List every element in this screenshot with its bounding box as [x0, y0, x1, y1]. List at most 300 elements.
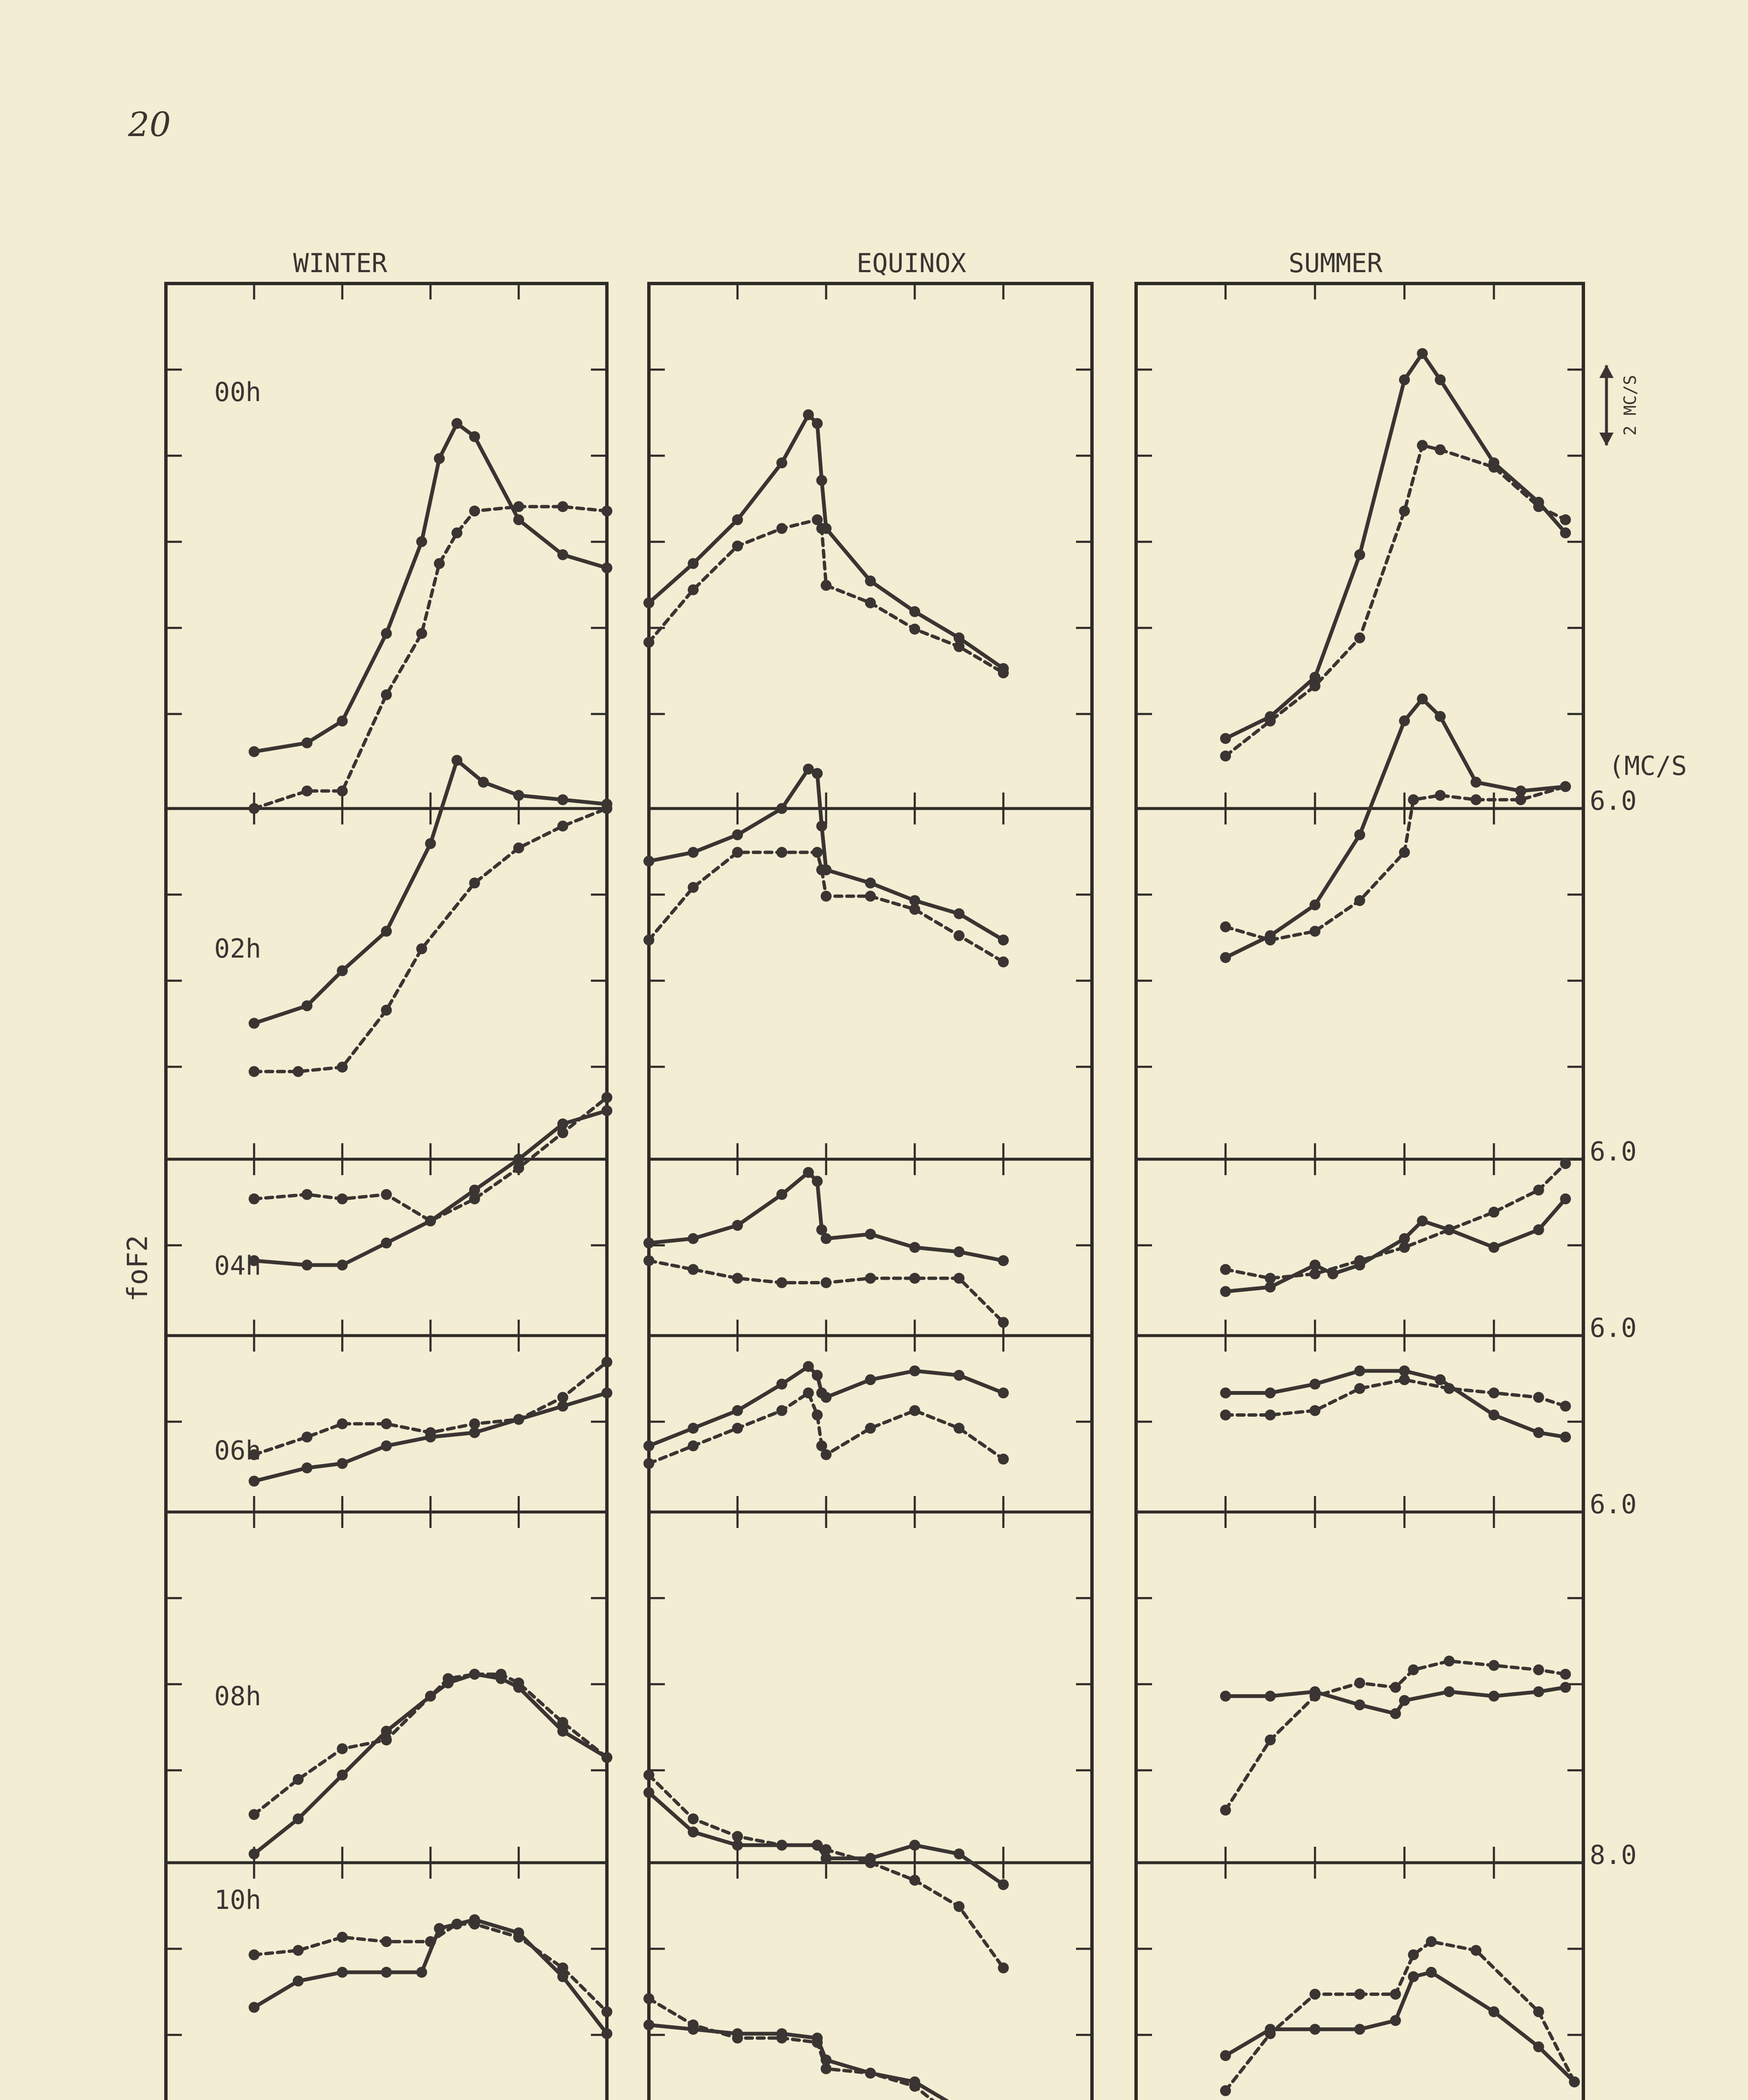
data-point-disturbed: [302, 1189, 312, 1200]
data-point-quiet: [302, 1000, 312, 1011]
data-point-quiet: [688, 558, 699, 569]
data-point-quiet: [1310, 2024, 1320, 2035]
data-point-quiet: [821, 1233, 832, 1244]
data-point-quiet: [643, 1787, 654, 1798]
data-point-disturbed: [812, 2037, 823, 2048]
data-point-disturbed: [249, 1949, 260, 1960]
series-quiet-equinox-00h: [649, 415, 1003, 669]
series-disturbed-summer-04h: [1226, 1164, 1565, 1278]
data-point-disturbed: [643, 637, 654, 648]
data-point-disturbed: [1390, 1682, 1401, 1693]
series-disturbed-summer-10h: [1226, 1942, 1575, 2091]
data-point-quiet: [954, 1247, 965, 1257]
data-point-disturbed: [821, 2063, 832, 2074]
data-point-disturbed: [1533, 1664, 1544, 1675]
data-point-disturbed: [1560, 1669, 1571, 1680]
data-point-disturbed: [643, 1255, 654, 1266]
data-point-quiet: [557, 794, 568, 805]
data-point-disturbed: [1488, 1388, 1499, 1399]
data-point-quiet: [1354, 1365, 1365, 1376]
data-point-disturbed: [513, 1932, 524, 1942]
data-point-disturbed: [865, 597, 876, 608]
row-label-04h: 04h: [214, 1250, 261, 1281]
data-point-quiet: [812, 768, 823, 779]
data-point-disturbed: [601, 2006, 612, 2017]
data-point-quiet: [777, 457, 787, 468]
data-point-quiet: [249, 1018, 260, 1029]
data-point-quiet: [1533, 1686, 1544, 1697]
data-point-quiet: [1354, 2024, 1365, 2035]
data-point-disturbed: [777, 2033, 787, 2044]
data-point-disturbed: [1354, 633, 1365, 643]
row-label-00h: 00h: [214, 377, 261, 407]
data-point-disturbed: [998, 1963, 1009, 1974]
data-point-disturbed: [601, 1752, 612, 1763]
data-point-disturbed: [732, 1273, 743, 1284]
data-point-disturbed: [557, 1127, 568, 1138]
data-point-disturbed: [954, 1423, 965, 1434]
data-point-disturbed: [1310, 1268, 1320, 1279]
data-point-disturbed: [643, 1769, 654, 1780]
data-point-disturbed: [381, 1005, 392, 1016]
data-point-quiet: [865, 877, 876, 888]
data-point-quiet: [1354, 1699, 1365, 1710]
data-point-quiet: [643, 1441, 654, 1452]
data-point-quiet: [249, 1848, 260, 1859]
data-point-disturbed: [821, 891, 832, 902]
data-point-disturbed: [1444, 1656, 1455, 1667]
data-point-quiet: [732, 1220, 743, 1231]
data-point-quiet: [1435, 374, 1446, 385]
data-point-disturbed: [601, 803, 612, 814]
data-point-quiet: [293, 1976, 304, 1987]
data-point-disturbed: [302, 785, 312, 796]
data-point-disturbed: [381, 689, 392, 700]
data-point-disturbed: [777, 523, 787, 534]
data-point-disturbed: [1354, 1989, 1365, 2000]
data-point-quiet: [601, 562, 612, 573]
page-number: 20: [128, 105, 171, 144]
data-point-disturbed: [777, 847, 787, 858]
data-point-quiet: [1435, 1374, 1446, 1385]
data-point-disturbed: [337, 1743, 348, 1754]
y-axis-label: foF2: [121, 1235, 154, 1302]
data-point-disturbed: [821, 1844, 832, 1855]
data-point-disturbed: [688, 584, 699, 595]
data-point-quiet: [513, 514, 524, 525]
data-point-quiet: [1533, 2041, 1544, 2052]
data-point-disturbed: [1310, 926, 1320, 937]
data-point-disturbed: [416, 943, 427, 954]
data-point-quiet: [998, 934, 1009, 945]
data-point-disturbed: [1560, 1158, 1571, 1169]
data-point-disturbed: [865, 1273, 876, 1284]
data-point-quiet: [416, 536, 427, 547]
data-point-quiet: [865, 1374, 876, 1385]
data-point-disturbed: [812, 847, 823, 858]
data-point-quiet: [1354, 830, 1365, 840]
data-point-disturbed: [688, 1264, 699, 1275]
data-point-quiet: [1560, 1432, 1571, 1443]
data-point-quiet: [1560, 528, 1571, 538]
data-point-quiet: [381, 1441, 392, 1452]
data-point-quiet: [1220, 1388, 1231, 1399]
data-point-quiet: [416, 1967, 427, 1978]
data-point-quiet: [1488, 1410, 1499, 1420]
series-disturbed-equinox-04h: [649, 1261, 1003, 1323]
data-point-quiet: [381, 1238, 392, 1249]
data-point-quiet: [434, 1923, 445, 1934]
data-point-disturbed: [496, 1669, 507, 1680]
data-point-quiet: [816, 821, 827, 832]
data-point-disturbed: [469, 506, 480, 517]
data-point-disturbed: [1426, 1936, 1437, 1947]
data-point-disturbed: [601, 1092, 612, 1103]
data-point-quiet: [643, 1238, 654, 1249]
data-point-disturbed: [1408, 1949, 1419, 1960]
data-point-quiet: [1488, 1690, 1499, 1701]
data-point-disturbed: [249, 1809, 260, 1820]
data-point-quiet: [1417, 348, 1428, 359]
data-point-disturbed: [865, 1423, 876, 1434]
data-point-disturbed: [451, 1919, 462, 1929]
data-point-disturbed: [1265, 934, 1276, 945]
data-point-quiet: [381, 628, 392, 639]
data-point-quiet: [909, 1840, 920, 1851]
data-point-disturbed: [643, 934, 654, 945]
data-point-quiet: [451, 418, 462, 429]
data-point-quiet: [998, 1879, 1009, 1890]
data-point-disturbed: [1515, 794, 1526, 805]
data-point-quiet: [1399, 715, 1410, 726]
data-point-disturbed: [1310, 1989, 1320, 2000]
data-point-disturbed: [1265, 716, 1276, 727]
series-quiet-summer-02h: [1226, 699, 1565, 958]
data-point-disturbed: [249, 1194, 260, 1205]
data-point-disturbed: [1265, 1273, 1276, 1284]
data-point-quiet: [1435, 711, 1446, 722]
data-point-quiet: [557, 549, 568, 560]
data-point-disturbed: [1444, 1383, 1455, 1394]
data-point-disturbed: [1354, 895, 1365, 906]
data-point-quiet: [337, 965, 348, 976]
data-point-disturbed: [416, 628, 427, 639]
data-point-disturbed: [513, 1677, 524, 1688]
data-point-disturbed: [732, 1831, 743, 1842]
data-point-disturbed: [688, 1814, 699, 1824]
data-point-quiet: [425, 838, 436, 849]
data-point-disturbed: [777, 1840, 787, 1851]
data-point-disturbed: [821, 1449, 832, 1460]
data-point-disturbed: [1408, 794, 1419, 805]
data-point-quiet: [601, 1388, 612, 1399]
data-point-disturbed: [451, 528, 462, 538]
data-point-disturbed: [643, 1993, 654, 2004]
data-point-quiet: [451, 755, 462, 766]
data-point-disturbed: [777, 1277, 787, 1288]
data-point-disturbed: [469, 877, 480, 888]
data-point-quiet: [688, 1233, 699, 1244]
data-point-quiet: [777, 803, 787, 814]
data-point-quiet: [337, 1769, 348, 1780]
data-point-quiet: [1444, 1686, 1455, 1697]
series-quiet-winter-04h: [254, 1111, 607, 1265]
data-point-quiet: [1220, 733, 1231, 744]
data-point-quiet: [816, 475, 827, 486]
data-point-disturbed: [1435, 790, 1446, 801]
data-point-disturbed: [732, 1423, 743, 1434]
data-point-quiet: [812, 1176, 823, 1187]
data-point-disturbed: [557, 1392, 568, 1403]
data-point-quiet: [1488, 1242, 1499, 1253]
data-point-disturbed: [803, 1388, 814, 1399]
data-point-disturbed: [337, 1418, 348, 1429]
data-point-disturbed: [688, 1441, 699, 1452]
data-point-quiet: [812, 418, 823, 429]
right-axis-label: 6.0: [1590, 1312, 1637, 1343]
data-point-quiet: [732, 830, 743, 840]
data-point-disturbed: [1533, 501, 1544, 512]
data-point-disturbed: [998, 1454, 1009, 1465]
data-point-quiet: [1417, 1215, 1428, 1226]
data-point-disturbed: [513, 1163, 524, 1173]
data-point-disturbed: [1488, 1207, 1499, 1218]
data-point-disturbed: [513, 501, 524, 512]
data-point-quiet: [909, 1242, 920, 1253]
data-point-quiet: [249, 746, 260, 757]
row-label-02h: 02h: [214, 933, 261, 964]
data-point-disturbed: [293, 1774, 304, 1785]
data-point-quiet: [1310, 1379, 1320, 1390]
scale-bar-arrow-up-icon: [1599, 365, 1614, 378]
data-point-disturbed: [954, 641, 965, 652]
data-point-disturbed: [865, 891, 876, 902]
data-point-disturbed: [821, 580, 832, 591]
data-point-disturbed: [998, 667, 1009, 678]
series-quiet-equinox-04h: [649, 1173, 1003, 1261]
data-point-disturbed: [1533, 1392, 1544, 1403]
data-point-quiet: [643, 856, 654, 866]
data-point-quiet: [469, 431, 480, 442]
right-axis-label: 6.0: [1590, 1136, 1637, 1167]
series-quiet-winter-00h: [254, 423, 607, 751]
data-point-quiet: [909, 606, 920, 617]
data-point-quiet: [1390, 2015, 1401, 2026]
data-point-disturbed: [1220, 1264, 1231, 1275]
data-point-disturbed: [469, 1194, 480, 1205]
data-point-quiet: [381, 926, 392, 937]
data-point-disturbed: [337, 1932, 348, 1942]
data-point-disturbed: [1399, 1374, 1410, 1385]
data-point-disturbed: [293, 1945, 304, 1956]
column-header-equinox: EQUINOX: [856, 248, 966, 278]
data-point-disturbed: [601, 1357, 612, 1368]
data-point-disturbed: [909, 2081, 920, 2092]
data-point-disturbed: [732, 541, 743, 551]
data-point-quiet: [513, 790, 524, 801]
data-point-quiet: [249, 2002, 260, 2013]
data-point-quiet: [688, 847, 699, 858]
data-point-quiet: [803, 1167, 814, 1178]
data-point-disturbed: [557, 821, 568, 832]
data-point-disturbed: [381, 1189, 392, 1200]
data-point-disturbed: [1310, 680, 1320, 691]
data-point-quiet: [1220, 952, 1231, 963]
series-disturbed-winter-00h: [254, 507, 607, 808]
data-point-quiet: [1426, 1967, 1437, 1978]
data-point-quiet: [954, 908, 965, 919]
data-point-disturbed: [954, 1901, 965, 1912]
data-point-disturbed: [1569, 2076, 1580, 2087]
data-point-disturbed: [1220, 751, 1231, 761]
data-point-disturbed: [1470, 794, 1481, 805]
data-point-disturbed: [249, 803, 260, 814]
data-point-quiet: [812, 1370, 823, 1381]
data-point-disturbed: [1220, 921, 1231, 932]
data-point-disturbed: [302, 1432, 312, 1443]
data-point-quiet: [732, 514, 743, 525]
data-point-disturbed: [1399, 1242, 1410, 1253]
data-point-disturbed: [337, 785, 348, 796]
data-point-quiet: [1354, 549, 1365, 560]
data-point-disturbed: [1488, 1660, 1499, 1671]
data-point-disturbed: [425, 1215, 436, 1226]
data-point-disturbed: [337, 1194, 348, 1205]
data-point-quiet: [1265, 1388, 1276, 1399]
data-point-disturbed: [1560, 1401, 1571, 1412]
data-point-disturbed: [909, 1405, 920, 1416]
data-point-disturbed: [1470, 1945, 1481, 1956]
data-point-quiet: [803, 1361, 814, 1372]
data-point-disturbed: [443, 1673, 454, 1684]
data-point-disturbed: [909, 904, 920, 915]
data-point-disturbed: [1354, 1255, 1365, 1266]
data-point-disturbed: [1354, 1383, 1365, 1394]
data-point-quiet: [478, 777, 489, 788]
data-point-disturbed: [557, 501, 568, 512]
data-point-disturbed: [1265, 2028, 1276, 2039]
data-point-disturbed: [1560, 514, 1571, 525]
data-point-disturbed: [954, 930, 965, 941]
data-point-quiet: [249, 1476, 260, 1487]
data-point-disturbed: [381, 1936, 392, 1947]
data-point-disturbed: [425, 1690, 436, 1701]
series-quiet-equinox-06h: [649, 1367, 1003, 1446]
data-point-quiet: [302, 1462, 312, 1473]
data-point-quiet: [1408, 1971, 1419, 1982]
data-point-disturbed: [954, 1273, 965, 1284]
data-point-disturbed: [1435, 444, 1446, 455]
data-point-disturbed: [293, 1066, 304, 1077]
data-point-quiet: [1220, 1286, 1231, 1297]
data-point-quiet: [293, 1814, 304, 1824]
scale-bar-label: 2 MC/S: [1621, 375, 1640, 436]
data-point-disturbed: [1417, 440, 1428, 451]
row-label-10h: 10h: [214, 1885, 261, 1915]
row-label-06h: 06h: [214, 1435, 261, 1466]
data-point-disturbed: [337, 1062, 348, 1073]
data-point-quiet: [434, 453, 445, 464]
data-point-disturbed: [909, 624, 920, 635]
data-point-disturbed: [381, 1418, 392, 1429]
series-disturbed-equinox-10h: [649, 1999, 1003, 2100]
row-label-08h: 08h: [214, 1681, 261, 1712]
data-point-disturbed: [732, 847, 743, 858]
data-point-disturbed: [1265, 1735, 1276, 1746]
data-point-quiet: [777, 1189, 787, 1200]
data-point-quiet: [909, 1365, 920, 1376]
scale-bar-arrow-down-icon: [1599, 433, 1614, 446]
series-quiet-summer-00h: [1226, 354, 1565, 739]
data-point-disturbed: [816, 523, 827, 534]
data-point-quiet: [732, 1405, 743, 1416]
data-point-quiet: [998, 1255, 1009, 1266]
right-axis-label: 6.0: [1590, 1489, 1637, 1520]
data-point-quiet: [337, 1260, 348, 1270]
data-point-quiet: [1310, 900, 1320, 911]
data-point-quiet: [1220, 1690, 1231, 1701]
data-point-disturbed: [1399, 847, 1410, 858]
data-point-disturbed: [1560, 781, 1571, 792]
data-point-disturbed: [1310, 1690, 1320, 1701]
data-point-disturbed: [998, 1317, 1009, 1328]
data-point-disturbed: [1488, 462, 1499, 473]
data-point-quiet: [1488, 2006, 1499, 2017]
data-point-disturbed: [1220, 1410, 1231, 1420]
right-axis-label: (MC/S: [1609, 751, 1687, 781]
data-point-quiet: [601, 2028, 612, 2039]
data-point-disturbed: [812, 1410, 823, 1420]
data-point-quiet: [1417, 693, 1428, 704]
data-point-disturbed: [688, 2019, 699, 2030]
column-header-winter: WINTER: [293, 248, 387, 278]
data-point-disturbed: [469, 1418, 480, 1429]
data-point-quiet: [337, 1967, 348, 1978]
data-point-quiet: [688, 1827, 699, 1838]
data-point-disturbed: [732, 2033, 743, 2044]
right-axis-label: 8.0: [1590, 1840, 1637, 1870]
data-point-disturbed: [1220, 1805, 1231, 1816]
data-point-quiet: [821, 1392, 832, 1403]
series-disturbed-summer-06h: [1226, 1380, 1565, 1415]
data-point-disturbed: [557, 1717, 568, 1728]
data-point-disturbed: [513, 843, 524, 853]
data-point-quiet: [865, 575, 876, 586]
data-point-quiet: [1560, 1682, 1571, 1693]
data-point-disturbed: [909, 1875, 920, 1886]
data-point-quiet: [302, 1260, 312, 1270]
data-point-disturbed: [1399, 506, 1410, 517]
data-point-quiet: [954, 1370, 965, 1381]
data-point-quiet: [688, 1423, 699, 1434]
data-point-disturbed: [1265, 1410, 1276, 1420]
data-point-quiet: [1560, 1194, 1571, 1205]
data-point-quiet: [1533, 1427, 1544, 1438]
data-point-disturbed: [998, 956, 1009, 967]
data-point-disturbed: [1220, 2085, 1231, 2096]
data-point-disturbed: [469, 1669, 480, 1680]
data-point-disturbed: [381, 1735, 392, 1746]
right-axis-label: 6.0: [1590, 785, 1637, 816]
data-point-disturbed: [909, 1273, 920, 1284]
data-point-quiet: [337, 716, 348, 727]
data-point-disturbed: [601, 506, 612, 517]
data-point-quiet: [803, 410, 814, 420]
data-point-disturbed: [425, 1936, 436, 1947]
data-point-disturbed: [688, 882, 699, 893]
data-point-quiet: [998, 1388, 1009, 1399]
data-point-quiet: [1399, 374, 1410, 385]
